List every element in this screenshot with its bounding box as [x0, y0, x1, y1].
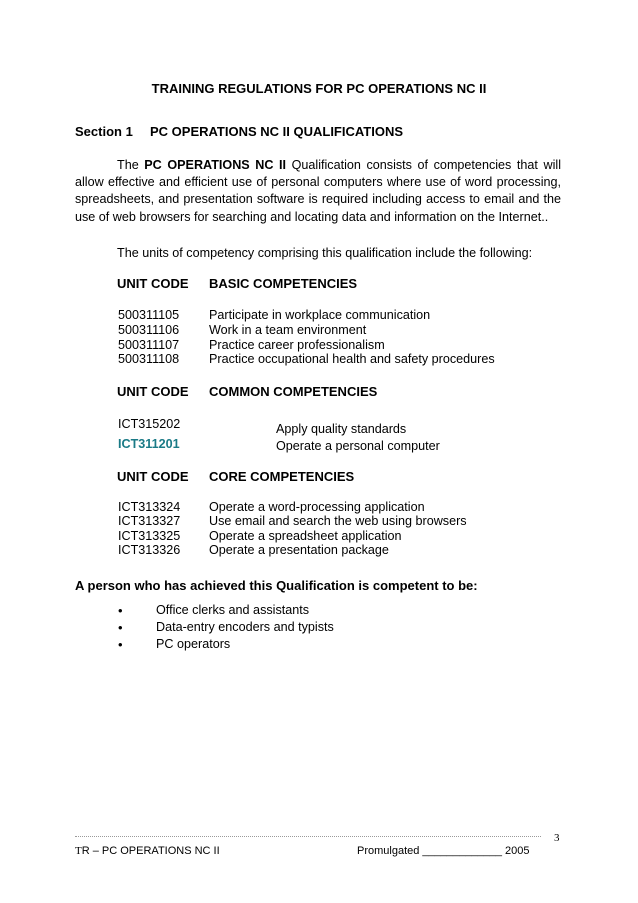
core-unit-code-header: UNIT CODE	[117, 469, 189, 484]
core-row-code: ICT313327	[118, 514, 181, 528]
section-title: PC OPERATIONS NC II QUALIFICATIONS	[150, 124, 404, 139]
common-row-code: ICT315202	[118, 417, 181, 431]
core-row-title: Operate a word-processing application	[209, 500, 425, 514]
common-competencies-header: COMMON COMPETENCIES	[209, 384, 378, 399]
basic-row-title: Practice occupational health and safety procedures	[209, 352, 495, 366]
footer-doc-title-rest: R – PC OPERATIONS NC II	[81, 845, 220, 857]
outcome-item: Office clerks and assistants	[156, 603, 310, 617]
core-row-title: Operate a presentation package	[209, 543, 389, 557]
bullet-icon: •	[118, 620, 123, 635]
footer-doc-title	[75, 845, 220, 857]
basic-row-code: 500311105	[118, 308, 180, 322]
core-row-code: ICT313326	[118, 543, 181, 557]
basic-row-title: Practice career professionalism	[209, 338, 385, 352]
core-row-title: Use email and search the web using browsers	[209, 514, 467, 528]
page-number: 3	[554, 832, 560, 844]
bullet-icon: •	[118, 603, 123, 618]
outcome-item: PC operators	[156, 637, 231, 651]
intro-lead: The	[117, 158, 145, 172]
common-row-code-highlighted: ICT311201	[118, 437, 180, 451]
core-row-title: Operate a spreadsheet application	[209, 529, 402, 543]
footer-promulgated: Promulgated _____________ 2005	[357, 845, 530, 857]
document-title: TRAINING REGULATIONS FOR PC OPERATIONS NC II	[151, 81, 487, 96]
basic-competencies-header: BASIC COMPETENCIES	[209, 276, 358, 291]
basic-row-code: 500311106	[118, 323, 180, 337]
basic-row-code: 500311107	[118, 338, 180, 352]
core-row-code: ICT313324	[118, 500, 181, 514]
core-row-code: ICT313325	[118, 529, 181, 543]
basic-row-code: 500311108	[118, 352, 180, 366]
outcome-item: Data-entry encoders and typists	[156, 620, 334, 634]
intro-rest: Qualification consists of competencies that will allow effective and efficient use of personal computers where use of word processing, spreadsheets, and presentation software is required including access to email and the use of web browsers for searching and locating data and information on the Internet..	[75, 158, 561, 224]
footer-doc-title-prefix: T	[75, 845, 82, 857]
section-number: Section 1	[75, 124, 133, 139]
core-competencies-header: CORE COMPETENCIES	[209, 469, 355, 484]
common-row-title: Apply quality standards	[276, 422, 407, 436]
footer-divider	[75, 836, 541, 837]
outcome-heading: A person who has achieved this Qualification is competent to be:	[75, 578, 478, 593]
basic-row-title: Participate in workplace communication	[209, 308, 431, 322]
basic-row-title: Work in a team environment	[209, 323, 367, 337]
common-unit-code-header: UNIT CODE	[117, 384, 189, 399]
intro-qualification-name: PC OPERATIONS NC II	[144, 158, 287, 172]
common-row-title: Operate a personal computer	[276, 439, 440, 453]
intro-paragraph	[75, 157, 561, 226]
basic-unit-code-header: UNIT CODE	[117, 276, 189, 291]
units-intro: The units of competency comprising this qualification include the following:	[117, 246, 533, 260]
bullet-icon: •	[118, 637, 123, 652]
